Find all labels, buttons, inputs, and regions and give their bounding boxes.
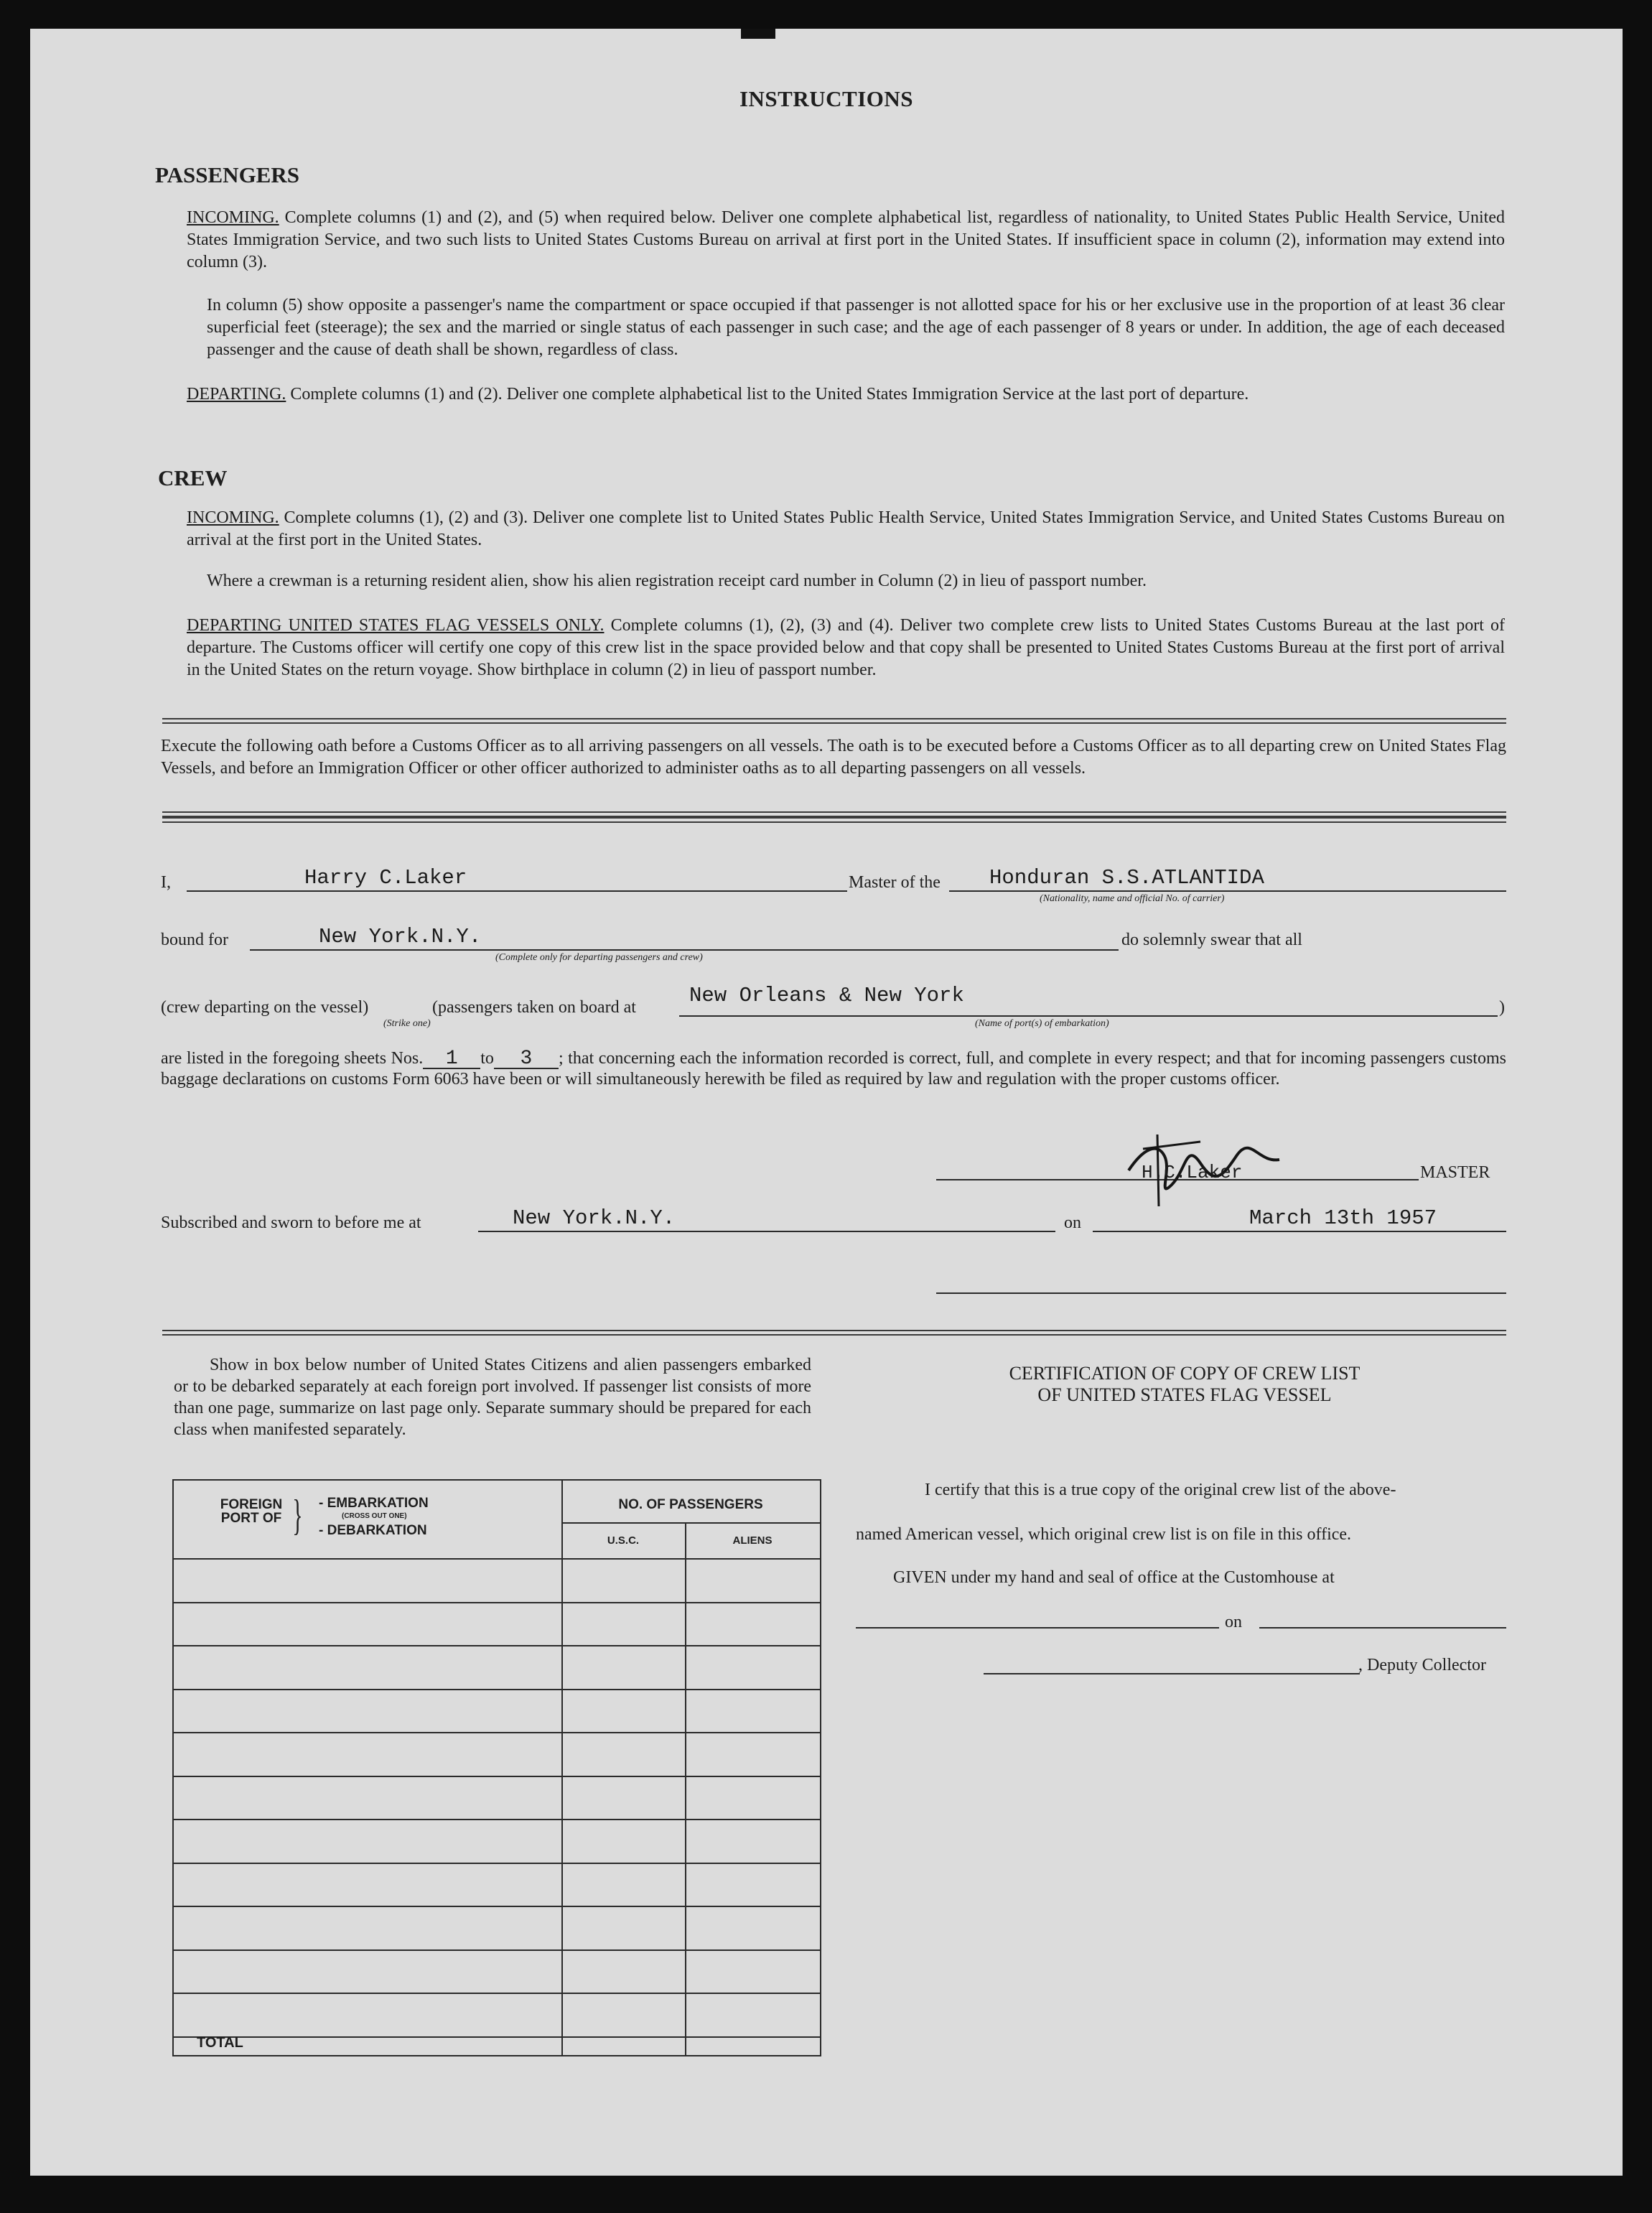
foreign-port-label: FOREIGN PORT OF	[220, 1497, 283, 1526]
officer-signature-line	[936, 1292, 1506, 1294]
passengers-departing-text: Complete columns (1) and (2). Deliver one complete alphabetical list to the United States Immigration Service at the last port of departure.	[290, 385, 1249, 404]
close-paren: )	[1499, 998, 1505, 1017]
divider	[162, 817, 1506, 823]
passengers-column5-note: In column (5) show opposite a passenger's name the compartment or space occupied if that passenger is not allotted space for his or her exclusive use in the proportion of at least 36 clear superficial feet (steerage); the sex and the married or single status of each passenger in such case; and the age of each passenger of 8 years or under. In addition, the age of each deceased passenger and the cause of death shall be shown, regardless of class.	[207, 296, 1505, 359]
table-row-divider	[174, 1602, 820, 1603]
bound-for-caption: (Complete only for departing passengers and crew)	[495, 952, 703, 963]
certification-title-line2: OF UNITED STATES FLAG VESSEL	[1037, 1384, 1332, 1405]
embarkation-label: - EMBARKATION	[319, 1496, 429, 1511]
divider	[162, 811, 1506, 817]
crew-departing-label: DEPARTING UNITED STATES FLAG VESSELS ONLY.	[187, 616, 605, 635]
sheets-label: are listed in the foregoing sheets Nos.	[161, 1049, 424, 1068]
sworn-place-field[interactable]: New York.N.Y.	[513, 1206, 676, 1230]
swear-label: do solemnly swear that all	[1121, 931, 1302, 949]
passenger-summary-table	[172, 1479, 821, 2056]
oath-i-label: I,	[161, 873, 171, 892]
usc-label: U.S.C.	[607, 1534, 640, 1547]
oath-intro: Execute the following oath before a Customs Officer as to all arriving passengers on all vessels. The oath is to be executed before a Customs Officer as to all departing crew on United States Flag Vessels, and before an Immigration Officer or other officer authorized to administer oaths as to all departing passengers on all vessels.	[161, 737, 1506, 778]
table-row-divider	[174, 1949, 820, 1951]
total-label: TOTAL	[197, 2035, 243, 2051]
divider	[162, 1330, 1506, 1336]
sheets-statement	[161, 1048, 1506, 1090]
crew-incoming-text: Complete columns (1), (2) and (3). Deliver one complete list to United States Public Health Service, United States Immigration Service, and United States Customs Bureau on arrival at the first port in the United States.	[187, 508, 1505, 549]
sheet-from-field[interactable]: 1	[423, 1050, 480, 1069]
summary-instructions: Show in box below number of United States Citizens and alien passengers embarked or to be debarked separately at each foreign port involved. If passenger list consists of more than one page, summarize on last page only. Separate summary should be prepared for each class when manifested separately.	[174, 1356, 811, 1439]
passengers-incoming	[187, 207, 1505, 274]
crew-heading: CREW	[158, 465, 228, 490]
punch-mark	[741, 29, 775, 39]
deputy-collector-label: , Deputy Collector	[1358, 1656, 1486, 1674]
master-label: MASTER	[1420, 1163, 1490, 1182]
passengers-departing-label: DEPARTING.	[187, 385, 286, 404]
form-page	[30, 29, 1623, 2176]
bound-for-field[interactable]: New York.N.Y.	[319, 925, 482, 949]
vessel-line	[949, 890, 1506, 892]
passengers-incoming-text: Complete columns (1) and (2), and (5) when required below. Deliver one complete alphabetical list, regardless of nationality, to United States Public Health Service, United States Immigration Service, and two such lists to United States Customs Bureau on arrival at first port in the United States. If insufficient space in column (2), information may extend into column (3).	[187, 208, 1505, 271]
master-name-line	[187, 890, 847, 892]
crew-departing-option: (crew departing on the vessel)	[161, 998, 369, 1017]
certify-line1: I certify that this is a true copy of the original crew list of the above-	[925, 1481, 1396, 1499]
cross-out-label: (CROSS OUT ONE)	[342, 1512, 407, 1520]
table-row-divider	[174, 1645, 820, 1646]
passengers-departing	[187, 383, 1505, 406]
no-passengers-label: NO. OF PASSENGERS	[618, 1497, 763, 1512]
table-row-divider	[174, 1689, 820, 1690]
table-row-divider	[174, 1863, 820, 1864]
crew-departing	[187, 615, 1505, 681]
passengers-taken-option: (passengers taken on board at	[432, 998, 636, 1017]
certify-line2: named American vessel, which original crew list is on file in this office.	[856, 1525, 1352, 1544]
certification-title-line1: CERTIFICATION OF COPY OF CREW LIST	[1009, 1363, 1361, 1384]
divider	[162, 718, 1506, 724]
crew-alien-note: Where a crewman is a returning resident alien, show his alien registration receipt card number in Column (2) in lieu of passport number.	[207, 572, 1147, 590]
passengers-incoming-label: INCOMING.	[187, 208, 279, 227]
debarkation-label: - DEBARKATION	[319, 1523, 427, 1538]
passengers-heading: PASSENGERS	[155, 162, 299, 187]
table-row-divider	[174, 1906, 820, 1907]
given-text: GIVEN under my hand and seal of office at the Customhouse at	[893, 1568, 1335, 1587]
master-name-field[interactable]: Harry C.Laker	[304, 866, 467, 890]
table-row-divider	[174, 1776, 820, 1777]
bound-for-line	[250, 949, 1119, 951]
brace-symbol: }	[292, 1491, 303, 1539]
sheets-text: ; that concerning each the information recorded is correct, full, and complete in every respect; and that for incoming passengers customs baggage declarations on customs Form 6063 have been or will simultaneously herewith be filed as required by law and regulation with the proper customs officer.	[161, 1049, 1506, 1089]
sworn-date-field[interactable]: March 13th 1957	[1249, 1206, 1437, 1230]
certification-date-line	[1259, 1627, 1506, 1629]
table-header-divider	[561, 1522, 820, 1524]
crew-departing-text: Complete columns (1), (2), (3) and (4). Deliver two complete crew lists to United States Customs Bureau at the last port of departure. The Customs officer will certify one copy of this crew list in the space provided below and that copy shall be presented to United States Customs Bureau at the first port of arrival in the United States on the return voyage. Show birthplace in column (2) in lieu of passport number.	[187, 616, 1506, 679]
table-row-divider	[174, 1819, 820, 1820]
vessel-field[interactable]: Honduran S.S.ATLANTIDA	[989, 866, 1264, 890]
ports-caption: (Name of port(s) of embarkation)	[975, 1018, 1109, 1029]
deputy-signature-line	[984, 1673, 1360, 1674]
sheet-to-field[interactable]: 3	[494, 1050, 559, 1069]
table-row-divider	[174, 1993, 820, 1994]
table-col-divider	[561, 1481, 563, 2055]
master-of-label: Master of the	[849, 873, 941, 892]
crew-incoming	[187, 507, 1505, 551]
sworn-on-label: on	[1064, 1213, 1081, 1232]
subscribed-label: Subscribed and sworn to before me at	[161, 1213, 421, 1232]
page-title: INSTRUCTIONS	[739, 86, 913, 111]
crew-incoming-label: INCOMING.	[187, 508, 279, 527]
to-label: to	[480, 1049, 494, 1068]
table-row-divider	[174, 2036, 820, 2038]
signature-typed: H.C.Laker	[1142, 1162, 1243, 1183]
table-row-divider	[174, 1732, 820, 1733]
strike-caption: (Strike one)	[383, 1018, 431, 1029]
certification-on-label: on	[1225, 1613, 1242, 1631]
aliens-label: ALIENS	[732, 1534, 773, 1547]
certification-title	[883, 1363, 1486, 1406]
sworn-place-line	[478, 1231, 1055, 1232]
bound-for-label: bound for	[161, 931, 228, 949]
customhouse-line	[856, 1627, 1219, 1629]
vessel-caption: (Nationality, name and official No. of carrier)	[1040, 893, 1225, 904]
ports-line	[679, 1015, 1498, 1017]
table-row-divider	[174, 1558, 820, 1560]
sworn-date-line	[1093, 1231, 1506, 1232]
ports-field[interactable]: New Orleans & New York	[689, 984, 964, 1007]
